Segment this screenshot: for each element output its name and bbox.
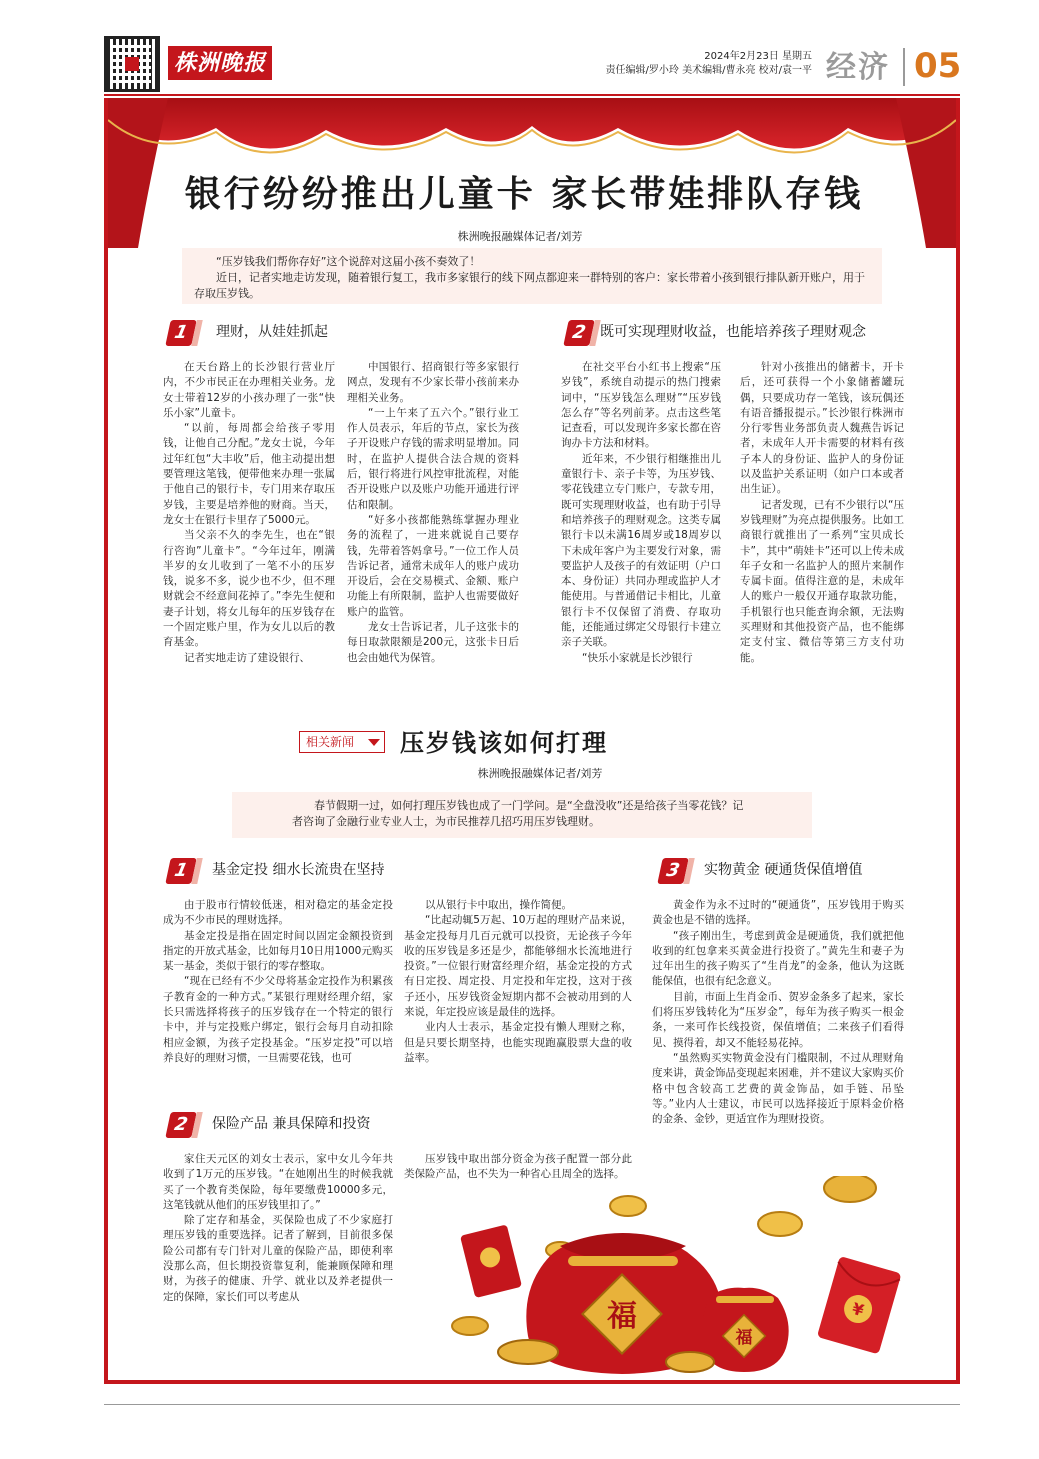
article1-col-1 [163,360,335,706]
issue-date: 2024年2月23日 星期五 [704,51,812,62]
lead-2-line-1: 春节假期一过，如何打理压岁钱也成了一门学问。是“全盘没收”还是给孩子当零花钱？记者咨询了金融行业专业人士，为市民推荐几招巧用压岁钱理财。 [292,799,744,828]
paragraph: 基金定投是指在固定时间以固定金额投资到指定的开放式基金，比如每月10日用1000元购买某一基金，类似于银行的零存整取。 [163,929,393,973]
triangle-down-icon [368,739,380,746]
section-badge-1: 1 [165,320,197,346]
lead-2 [232,792,812,838]
section-name: 经济 [826,50,890,85]
article2-col-5 [652,898,904,1198]
lead-1-line-1: “压岁钱我们帮你存好”这个说辞对这届小孩不奏效了！ [216,255,481,268]
byline-1: 株洲晚报融媒体记者/刘芳 [457,230,583,243]
paragraph: “孩子刚出生，考虑到黄金是硬通货，我们就把他收到的红包拿来买黄金进行投资了。”黄先生和妻子为过年出生的孩子购买了“生肖龙”的金条，他认为这既能保值，也很有纪念意义。 [652,929,904,988]
section-badge-3: 1 [165,858,197,884]
subheading-5: 实物黄金 硬通货保值增值 [704,862,863,878]
subheading-2: 既可实现理财收益，也能培养孩子理财观念 [600,324,866,340]
paragraph: “以前，每周都会给孩子零用钱，让他自己分配。”龙女士说，今年过年红包“大丰收”后，他主动提出想要管理这笔钱，便带他来办理一张属于他自己的银行卡，专门用来存取压岁钱，主要是培养他的财商。当天，龙女士在银行卡里存了5000元。 [163,422,335,526]
paragraph: 以从银行卡中取出，操作简便。 [425,899,572,911]
related-news-tag [299,731,385,753]
paragraph: 记者发现，已有不少银行以“压岁钱理财”为亮点提供服务。比如工商银行就推出了一系列“宝贝成长卡”，其中“萌娃卡”还可以上传未成年子女和一名监护人的照片来制作专属卡面。值得注意的是，未成年人的账户一般仅开通存取款功能，手机银行也只能查询余额，无法购买理财和其他投资产品，也不能绑定支付宝、微信等第三方支付功能。 [740,498,904,664]
article2-col-1 [163,898,393,1104]
main-headline: 银行纷纷推出儿童卡 家长带娃排队存钱 [184,174,864,215]
editor-credits: 责任编辑/罗小玲 美术编辑/曹永亮 校对/袁一平 [605,65,812,76]
envelope-yuan-symbol: ¥ [849,1298,866,1321]
header-rule [104,94,960,96]
subheading-3: 基金定投 细水长流贵在坚持 [212,862,385,878]
paragraph: “虽然购买实物黄金没有门槛限制，不过从理财角度来讲，黄金饰品变现起来困难，并不建议大家购买价格中包含较高工艺费的黄金饰品，如手链、吊坠等。”业内人士建议，市民可以选择接近于原料金价格的金条、金钞，更适宜作为理财投资。 [652,1051,904,1126]
paragraph: 针对小孩推出的储蓄卡，开卡后，还可获得一个小象储蓄罐玩偶，只要成功存一笔钱，该玩偶还有语音播报提示。”长沙银行株洲市分行零售业务部负责人魏燕告诉记者，未成年人开卡需要的材料有孩子本人的身份证、监护人的身份证以及监护关系证明（如户口本或者出生证）。 [740,361,904,496]
paragraph: “现在已经有不少父母将基金定投作为积累孩子教育金的一种方式。”某银行理财经理介绍，家长只需选择将孩子的压岁钱存在一个特定的银行卡中，并与定投账户绑定，银行会每月自动扣除相应金额，为孩子定投基金。“压岁定投”可以培养良好的理财习惯，一旦需要花钱，也可 [163,975,393,1064]
byline-2: 株洲晚报融媒体记者/刘芳 [477,767,603,780]
article2-headline: 压岁钱该如何打理 [400,729,608,757]
article2-col-2 [404,898,632,1104]
paragraph: 黄金作为永不过时的“硬通货”，压岁钱用于购买黄金也是不错的选择。 [652,899,904,927]
paragraph: 在社交平台小红书上搜索“压岁钱”，系统自动提示的热门搜索词中，“压岁钱怎么理财”“压岁钱怎么存”等名列前茅。点击这些笔记查看，可以发现许多家长都在咨询办卡方法和材料。 [561,361,721,450]
section-divider [903,48,905,86]
paragraph: 近年来，不少银行相继推出儿童银行卡、亲子卡等，为压岁钱、零花钱建立专门账户，专款专用，既可实现理财收益，也有助于引导和培养孩子的理财观念。这类专属银行卡以未满16周岁或18周岁以下未成年客户为主要发行对象，需要监护人及孩子的有效证明（户口本、身份证）共同办理或监护人才能使用。与普通借记卡相比，儿童银行卡不仅保留了消费、存取功能，还能通过绑定父母银行卡建立亲子关联。 [561,452,721,649]
section-badge-5: 3 [657,858,689,884]
paragraph: “比起动辄5万起、10万起的理财产品来说，基金定投每月几百元就可以投资，无论孩子今年收的压岁钱是多还是少，都能够细水长流地进行投资。”一位银行财富经理介绍，基金定投的方式有日定投、周定投、月定投和年定投，这对于孩子还小，压岁钱资金短期内都不会被动用到的人来说，年定投应该是最佳的选择。 [404,914,632,1019]
lead-1-line-2: 近日，记者实地走访发现，随着银行复工，我市多家银行的线下网点都迎来一群特别的客户：家长带着小孩到银行排队新开账户，用于存取压岁钱。 [194,271,865,300]
paragraph: “好多小孩都能熟练掌握办理业务的流程了，一进来就说自己要存钱，先带着答妈拿号。”一位工作人员告诉记者，通常未成年人的账户成功开设后，会在交易模式、金额、账户功能上有所限制，监护人也需要做好账户的监管。 [347,513,519,618]
small-bag-fu-character: 福 [735,1328,753,1348]
paragraph: 记者实地走访了建设银行、 [184,651,310,664]
paragraph: 龙女士告诉记者，儿子这张卡的每日取款限额是200元，这张卡日后也会由她代为保管。 [347,621,519,664]
paragraph: “快乐小家就是长沙银行 [582,651,693,664]
subheading-4: 保险产品 兼具保障和投资 [212,1116,371,1132]
section-badge-2: 2 [563,320,595,346]
paragraph: 在天台路上的长沙银行营业厅内，不少市民正在办理相关业务。龙女士带着12岁的小孩办理了一张“快乐小家”儿童卡。 [163,361,335,419]
article1-col-4 [740,360,904,706]
lead-1 [182,248,882,304]
related-news-label: 相关新闻 [306,735,355,749]
footer-rule [104,1404,960,1405]
article1-col-3 [561,360,721,706]
paragraph: 由于股市行情较低迷，相对稳定的基金定投成为不少市民的理财选择。 [163,899,393,927]
article1-col-2 [347,360,519,706]
paragraph: 家住天元区的刘女士表示，家中女儿今年共收到了1万元的压岁钱。“在她刚出生的时候我就买了一个教育类保险，每年要缴费10000多元，这笔钱就从他们的压岁钱里扣了。” [163,1153,393,1211]
date-editors [590,50,812,78]
paragraph: 当父亲不久的李先生，也在“银行咨询”儿童卡”。“今年过年，刚满半岁的女儿收到了一笔不小的压岁钱，说多不多，说少也不少，但不理财就会不经意间花掉了。”李先生便和妻子计划，将女儿每年的压岁钱存在一个固定账户里，作为女儿以后的教育基金。 [163,529,335,649]
article2-col-3 [163,1152,393,1372]
masthead-logo: 株洲晚报 [168,46,272,80]
section-badge-4: 2 [165,1112,197,1138]
paragraph: 压岁钱中取出部分资金为孩子配置一部分此类保险产品，也不失为一种省心且周全的选择。 [404,1153,632,1181]
bag-fu-character: 福 [607,1299,637,1334]
lucky-bag-illustration [440,1176,920,1376]
paragraph: 中国银行、招商银行等多家银行网点，发现有不少家长带小孩前来办理相关业务。 [347,361,519,404]
paragraph: 除了定存和基金，买保险也成了不少家庭打理压岁钱的重要选择。记者了解到，目前很多保险公司都有专门针对儿童的保险产品，即使利率没那么高，但长期投资靠复利，能兼顾保障和理财，为孩子的健康、升学、就业以及养老提供一定的保障，家长们可以考虑从 [163,1214,393,1303]
page-number: 05 [914,46,962,86]
subheading-1: 理财，从娃娃抓起 [216,324,328,340]
paragraph: “一上午来了五六个。”银行业工作人员表示，年后的节点，家长为孩子开设账户存钱的需求明显增加。同时，在监护人提供合法合规的资料后，银行将进行风控审批流程，对能否开设账户以及账户功能开通进行评估和限制。 [347,406,519,511]
qr-code [104,36,160,92]
paragraph: 目前，市面上生肖金币、贺岁金条多了起来，家长们将压岁钱转化为“压岁金”，每年为孩子购买一根金条，一来可作长线投资，保值增值；二来孩子们看得见、摸得着，却又不能轻易花掉。 [652,990,904,1049]
paragraph: 业内人士表示，基金定投有懒人理财之称，但是只要长期坚持，也能实现跑赢股票大盘的收益率。 [404,1021,632,1064]
